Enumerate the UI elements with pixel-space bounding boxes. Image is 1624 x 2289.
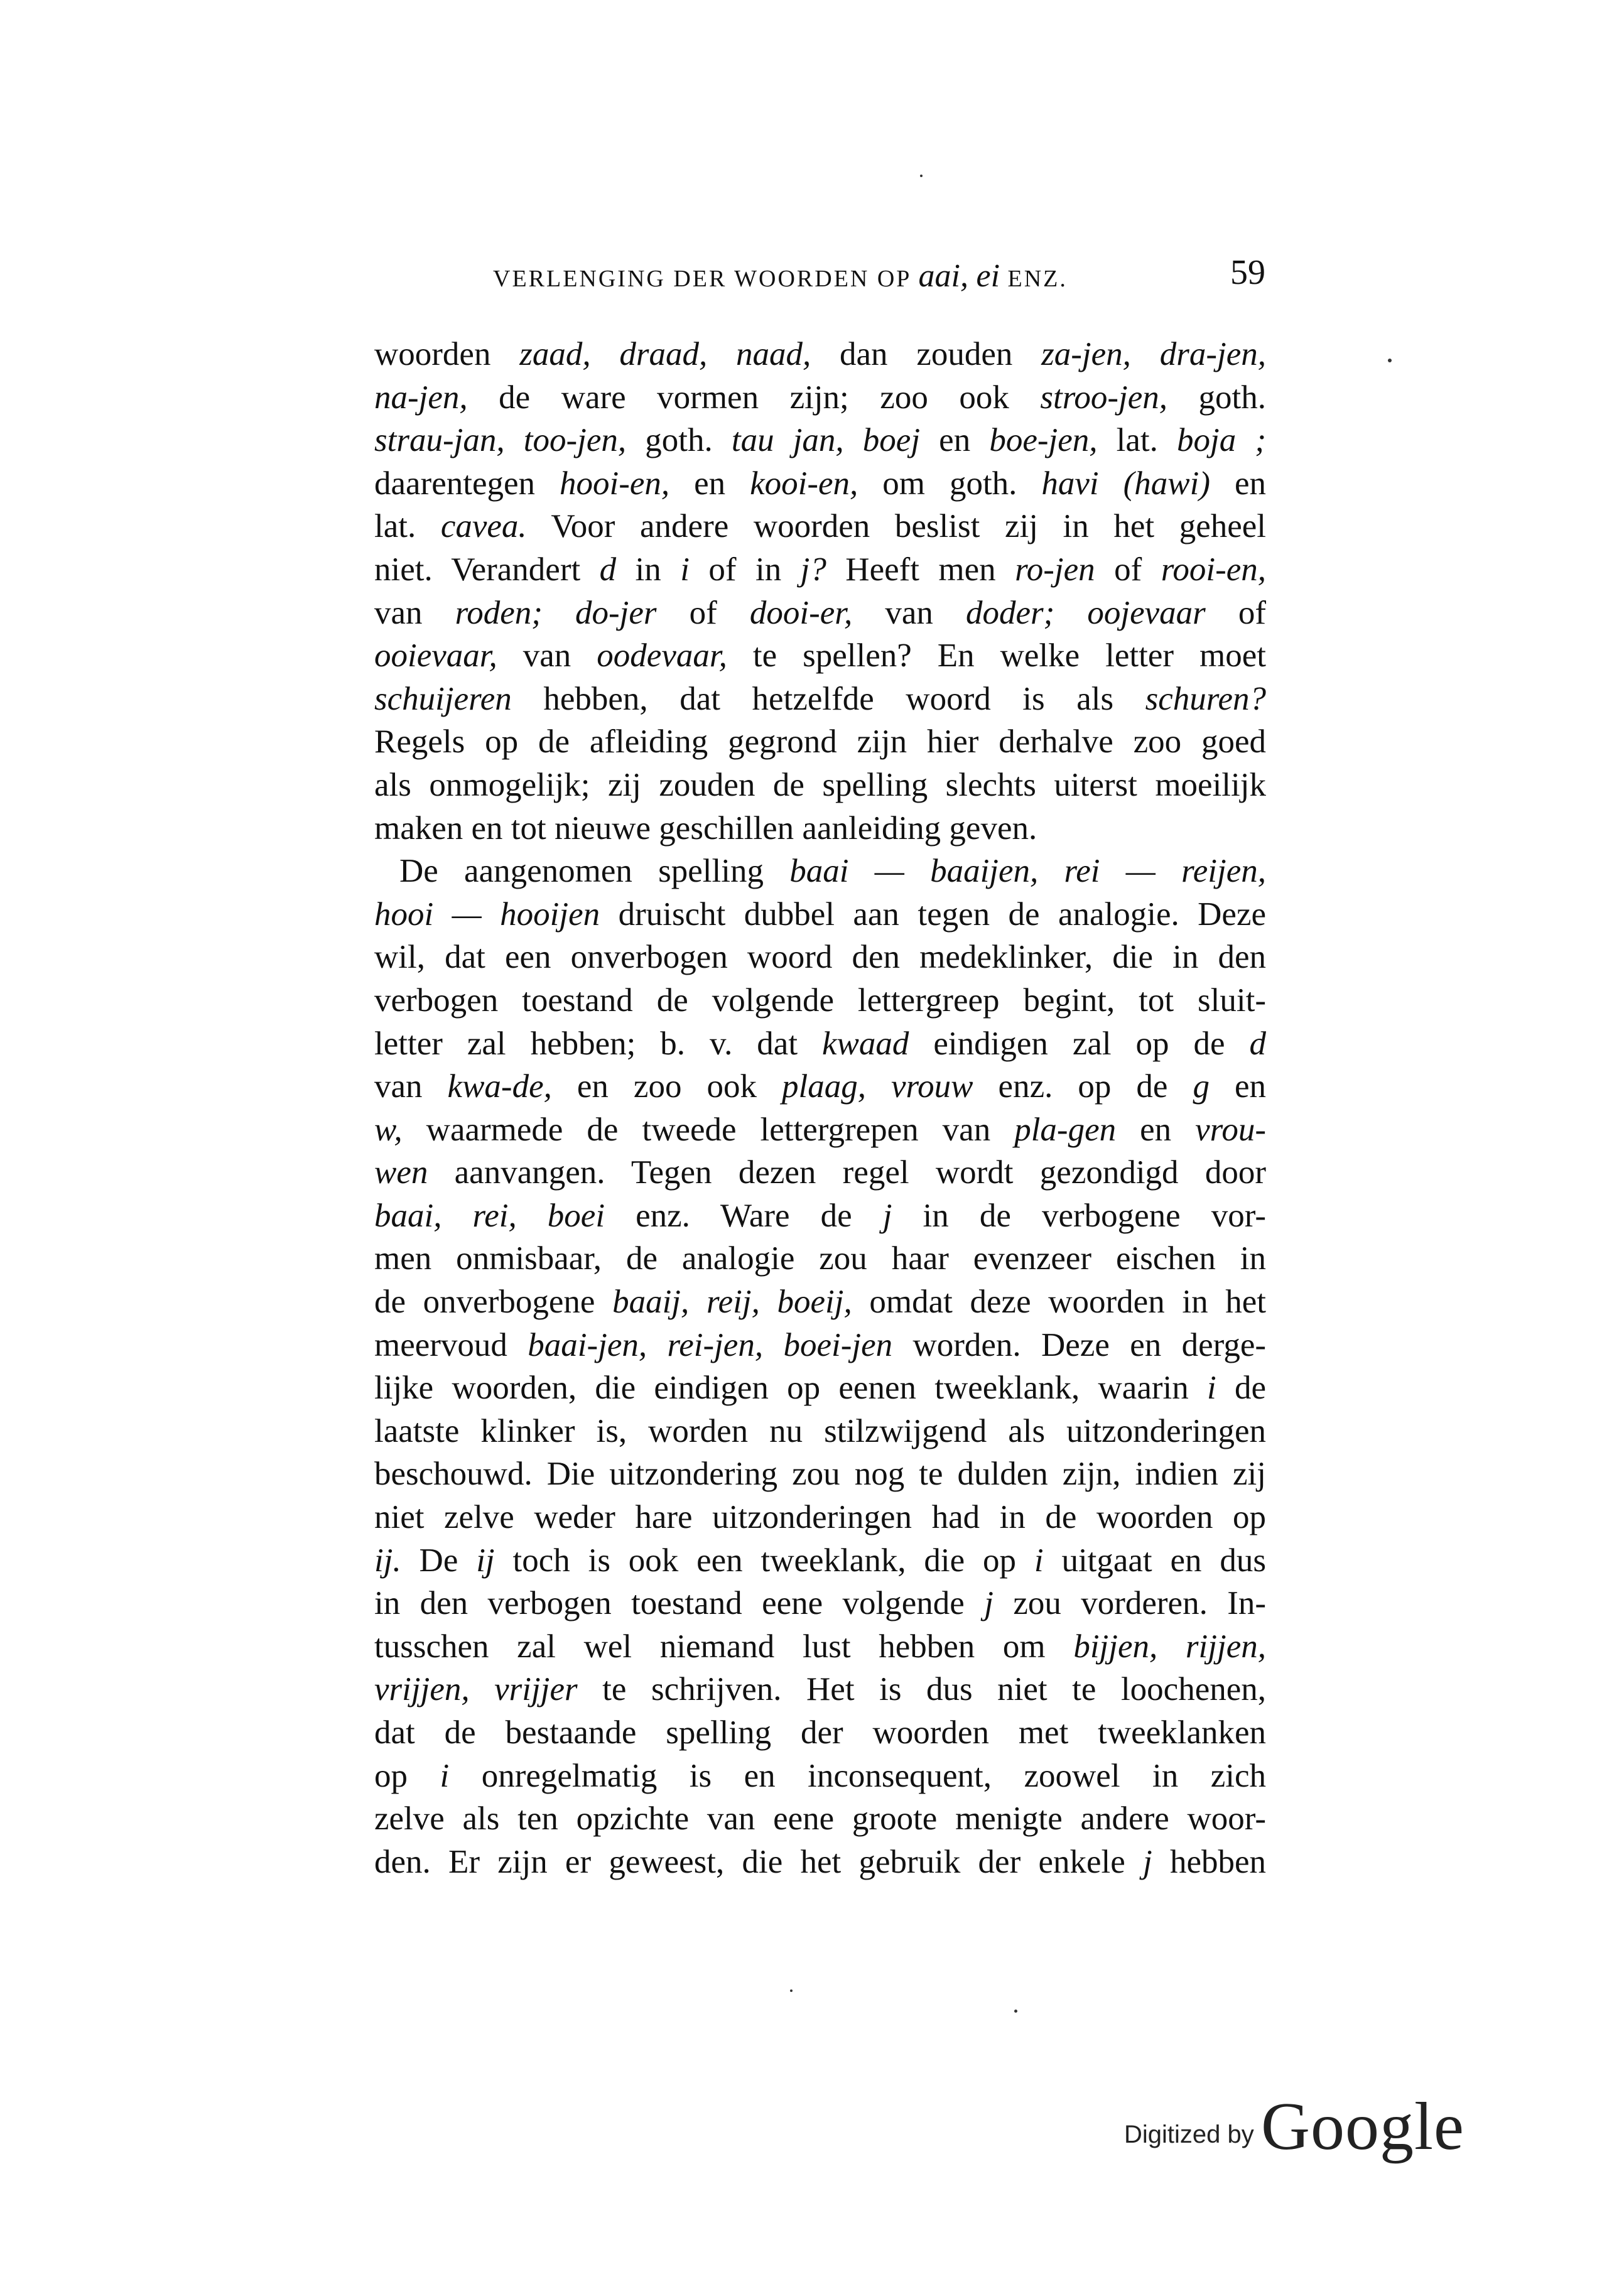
text-line: w, waarmede de tweede lettergrepen van pla-gen en vrou-	[374, 1111, 1266, 1148]
text-line: men onmisbaar, de analogie zou haar evenzeer eischen in	[374, 1240, 1266, 1277]
text-line: meervoud baai-jen, rei-jen, boei-jen worden. Deze en derge-	[374, 1326, 1266, 1363]
text-line: beschouwd. Die uitzondering zou nog te dulden zijn, indien zij	[374, 1456, 1266, 1493]
text-line: Regels op de afleiding gegrond zijn hier derhalve zoo goed	[374, 723, 1266, 760]
text-line: baai, rei, boei enz. Ware de j in de verbogene vor-	[374, 1197, 1266, 1234]
text-line: zelve als ten opzichte van eene groote menigte andere woor-	[374, 1800, 1266, 1837]
title-suffix: ENZ.	[1000, 266, 1068, 292]
text-line: lijke woorden, die eindigen op eenen tweeklank, waarin i de	[374, 1370, 1266, 1407]
body-text	[374, 333, 1266, 1883]
text-line: letter zal hebben; b. v. dat kwaad eindigen zal op de d	[374, 1025, 1266, 1062]
text-line: maken en tot nieuwe geschillen aanleiding geven.	[374, 809, 1037, 847]
text-line: hooi — hooijen druischt dubbel aan tegen de analogie. Deze	[374, 896, 1266, 933]
text-line: den. Er zijn er geweest, die het gebruik der enkele j hebben	[374, 1843, 1266, 1880]
text-line: van kwa-de, en zoo ook plaag, vrouw enz. op de g en	[374, 1068, 1266, 1105]
page-number: 59	[1230, 253, 1265, 292]
title-italic-ei: ei	[976, 258, 1000, 294]
digitized-by-google-watermark	[1124, 2088, 1476, 2163]
print-speck	[920, 175, 923, 177]
text-line: ij. De ij toch is ook een tweeklank, die op i uitgaat en dus	[374, 1542, 1266, 1579]
running-title	[493, 257, 1068, 295]
text-line: als onmogelijk; zij zouden de spelling slechts uiterst moeilijk	[374, 766, 1266, 803]
print-speck	[790, 1989, 793, 1992]
text-line: wen aanvangen. Tegen dezen regel wordt gezondigd door	[374, 1154, 1266, 1191]
text-line: niet. Verandert d in i of in j? Heeft men ro-jen of rooi-en,	[374, 551, 1266, 588]
text-line: schuijeren hebben, dat hetzelfde woord is als schuren?	[374, 680, 1266, 717]
print-speck	[1388, 359, 1392, 362]
text-line: na-jen, de ware vormen zijn; zoo ook stroo-jen, goth.	[374, 379, 1266, 416]
google-logo: Google	[1261, 2089, 1464, 2164]
text-line: ooievaar, van oodevaar, te spellen? En welke letter moet	[374, 637, 1266, 674]
text-line: lat. cavea. Voor andere woorden beslist zij in het geheel	[374, 508, 1266, 545]
text-line: de onverbogene baaij, reij, boeij, omdat deze woorden in het	[374, 1284, 1266, 1321]
text-line: vrijjen, vrijjer te schrijven. Het is dus niet te loochenen,	[374, 1671, 1266, 1708]
text-line: op i onregelmatig is en inconsequent, zoowel in zich	[374, 1757, 1266, 1794]
text-line: tusschen zal wel niemand lust hebben om bijjen, rijjen,	[374, 1628, 1266, 1665]
text-line: woorden zaad, draad, naad, dan zouden za-jen, dra-jen,	[374, 336, 1266, 372]
text-line: laatste klinker is, worden nu stilzwijgend als uitzonderingen	[374, 1412, 1266, 1449]
text-line: in den verbogen toestand eene volgende j zou vorderen. In-	[374, 1585, 1266, 1622]
text-line: daarentegen hooi-en, en kooi-en, om goth. havi (hawi) en	[374, 465, 1266, 502]
text-line: niet zelve weder hare uitzonderingen had in de woorden op	[374, 1499, 1266, 1536]
text-line: strau-jan, too-jen, goth. tau jan, boej en boe-jen, lat. boja ;	[374, 422, 1266, 459]
text-line: De aangenomen spelling baai — baaijen, rei — reijen,	[399, 853, 1266, 890]
text-line: verbogen toestand de volgende lettergreep begint, tot sluit-	[374, 982, 1266, 1019]
text-line: dat de bestaande spelling der woorden met tweeklanken	[374, 1714, 1266, 1751]
title-prefix: VERLENGING DER WOORDEN OP	[493, 266, 919, 292]
digitized-by-text: Digitized by	[1124, 2121, 1254, 2148]
running-header	[374, 252, 1265, 296]
text-line: van roden; do-jer of dooi-er, van doder; oojevaar of	[374, 594, 1266, 631]
text-line: wil, dat een onverbogen woord den medeklinker, die in den	[374, 939, 1266, 976]
title-italic-aai: aai,	[918, 258, 968, 294]
print-speck	[1014, 2010, 1017, 2013]
